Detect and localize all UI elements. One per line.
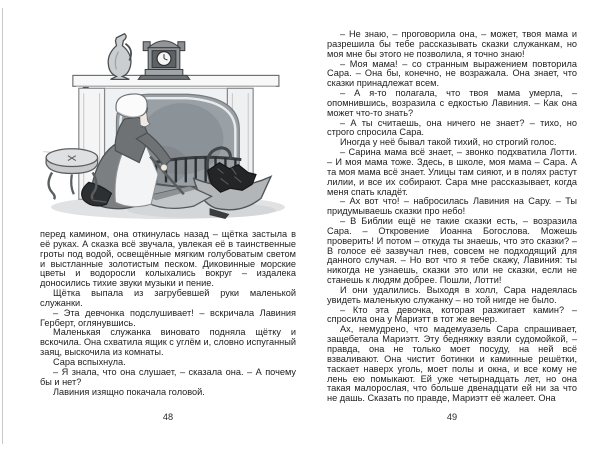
- paragraph: – Не знаю, – проговорила она, – может, твоя мама и разрешила бы тебе рассказывать сказки служанкам, но моя мне бы этого не позволила, я точно знаю!: [327, 29, 577, 59]
- paragraph: Щётка выпала из загрубевшей руки маленькой служанки.: [40, 288, 296, 308]
- paragraph: Сара вспыхнула.: [53, 356, 126, 367]
- paragraph: – В Библии ещё не такие сказки есть, – возразила Сара. – Откровение Иоанна Богослова. Можешь проверить! И потом – откуда ты знаешь, что это сказки? – В голосе её зазвучал гнев, совсем не подходящий для данного случая. – Но вот что я тебе скажу, Лавиния: ты никогда не узнаешь, сказки это или не сказки, если не станешь к людям добрее. Пошли, Лотти!: [327, 216, 577, 286]
- paragraph: Маленькая служанка виновато подняла щётку и вскочила. Она схватила ящик с углём и, словно испуганный заяц, выскочила из комнаты.: [40, 327, 296, 358]
- right-page-text: [327, 30, 577, 404]
- paragraph: – Кто эта девочка, которая разжигает камин? – спросила она у Мариэтт в тот же вечер.: [327, 304, 577, 325]
- left-page-text: [40, 230, 296, 397]
- paragraph: – Я знала, что она слушает, – сказала она. – А почему бы и нет?: [40, 366, 296, 387]
- right-page: [300, 0, 600, 450]
- paragraph: Иногда у неё бывал такой тихий, но строгий голос.: [340, 137, 557, 148]
- paragraph: перед камином, она откинулась назад – щётка застыла в её руках. А сказка всё звучала, увлекая её в таинственные гроты под водой, освещённые мягким голубоватым светом и выстланные золотистым песком. Диковинные морские цветы и водоросли колыхались вокруг – издалека доносились тихие звуки музыки и пение.: [40, 229, 296, 289]
- paragraph: Лавиния изящно покачала головой.: [53, 386, 205, 397]
- page-number-right: 49: [446, 412, 458, 422]
- fireplace-illustration: [38, 12, 290, 224]
- paragraph: – А ты считаешь, она ничего не знает? – тихо, но строго спросила Сара.: [327, 117, 577, 138]
- paragraph: – А я-то полагала, что твоя мама умерла, – опомнившись, возразила с едкостью Лавиния. – Как она может что-то знать?: [327, 88, 577, 118]
- paragraph: – Эта девчонка подслушивает! – вскричала Лавиния Герберт, оглянувшись.: [40, 307, 296, 328]
- paragraph: – Моя мама! – со странным выражением повторила Сара. – Она бы, конечно, не возражала. Она знает, что сказки принадлежат всем.: [327, 58, 577, 89]
- paragraph: Ах, немудрено, что мадемуазель Сара спрашивает, защебетала Мариэтт. Эту бедняжку взяли судомойкой, – правда, она не только моет посуду, на ней всё взваливают. Она чистит ботинки и каминные решётки, таскает наверх уголь, моет полы и окна, и все кому не лень ею помыкают. Ей уже четырнадцать лет, но она такая малорослая, что больше двенадцати ей ни за что не дашь. Сказать по правде, Мариэтт её жалеет. Она: [327, 324, 577, 404]
- paragraph: – Ах вот что! – набросилась Лавиния на Сару. – Ты придумываешь сказки про небо!: [327, 196, 577, 217]
- paragraph: И они удалились. Выходя в холл, Сара надеялась увидеть маленькую служанку – но той нигде не было.: [327, 284, 577, 305]
- paragraph: – Сарина мама всё знает, – звонко подхватила Лотти. – И моя мама тоже. Здесь, в школе, моя мама – Сара. А та моя мама всё знает. Улицы там сияют, и в полях растут лилии, и все их собирают. Сара мне рассказывает, когда меня спать кладёт.: [327, 147, 577, 197]
- page-number-left: 48: [162, 412, 174, 422]
- water-pitcher: [108, 34, 131, 80]
- mantel-clock: [138, 41, 190, 80]
